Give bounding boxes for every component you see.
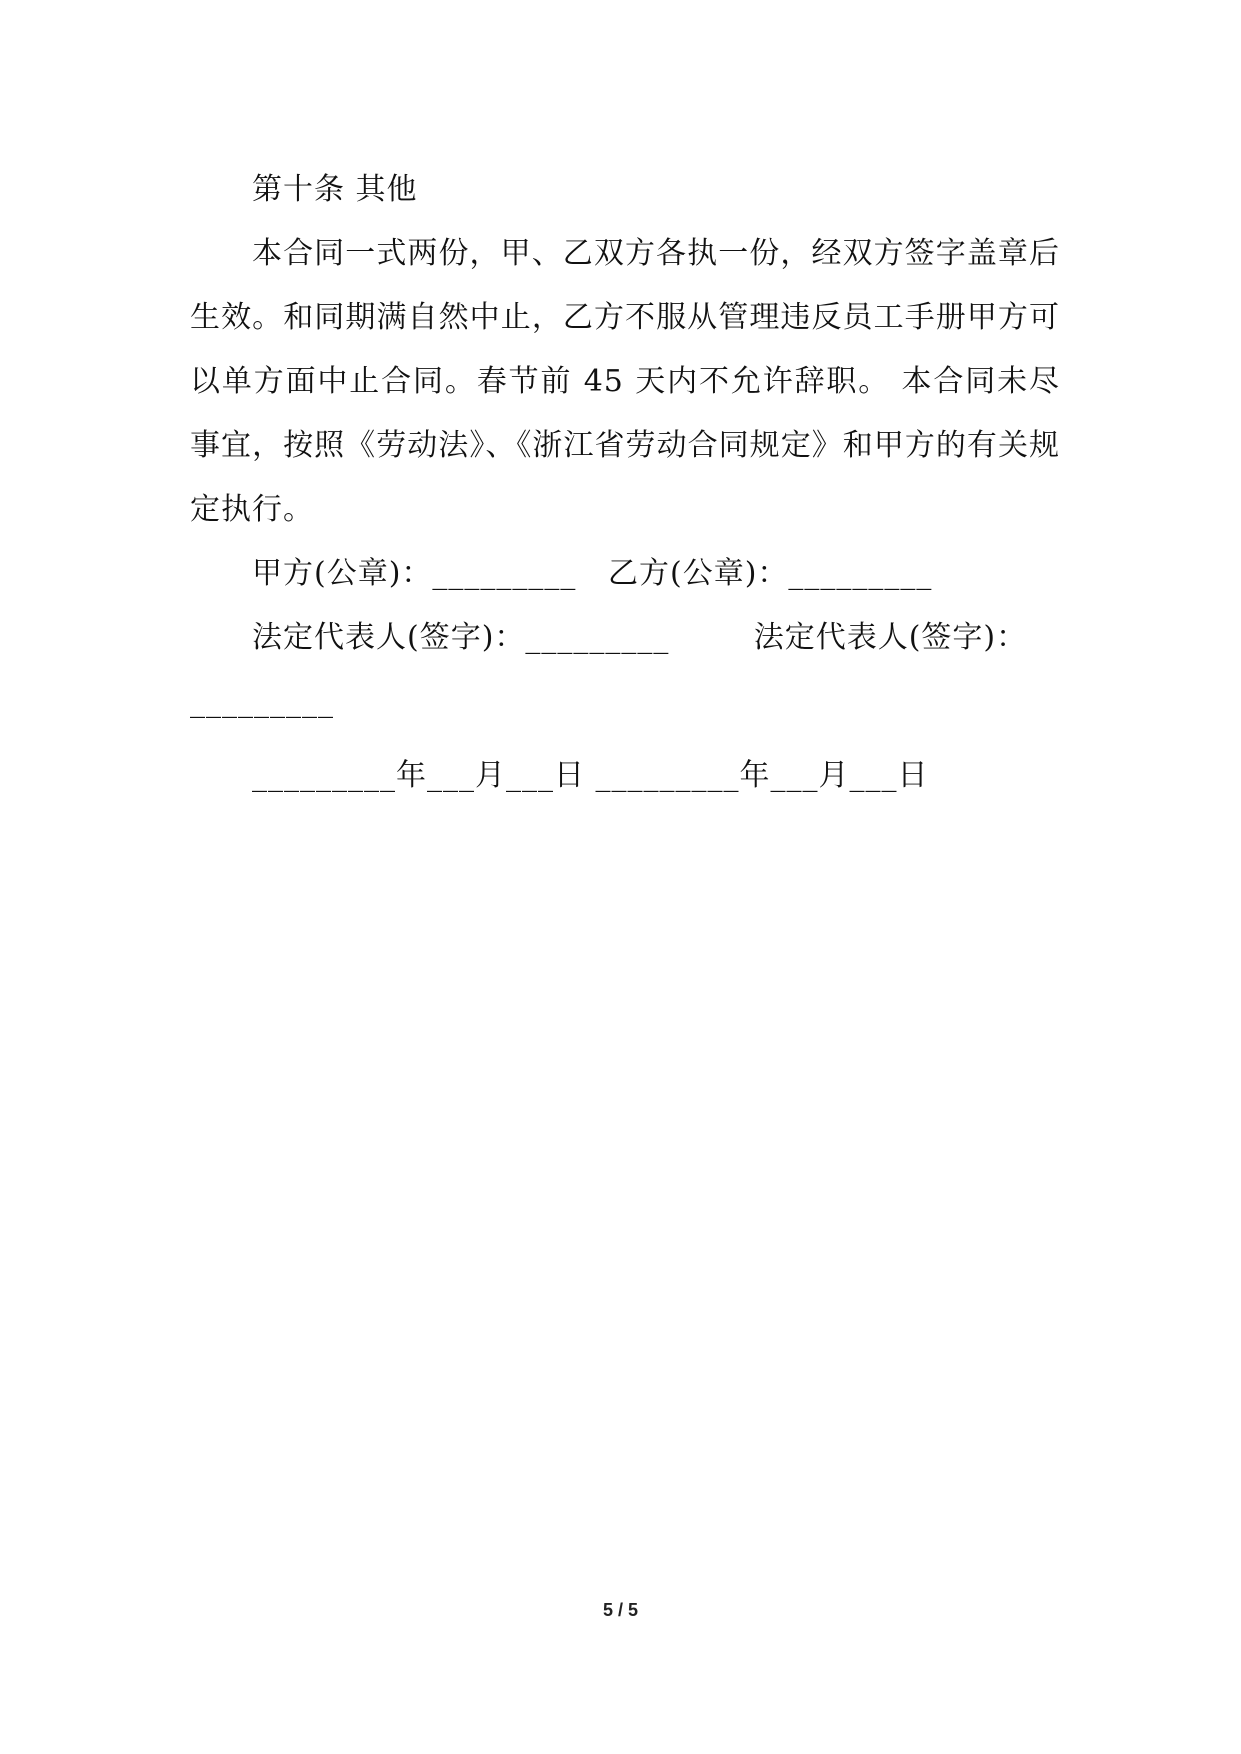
article-paragraph: 本合同一式两份，甲、乙双方各执一份，经双方签字盖章后生效。和同期满自然中止，乙方不服从管理违反员工手册甲方可以单方面中止合同。春节前 45 天内不允许辞职。 本合同未尽事宜，按照《劳动法》、《浙江省劳动合同规定》和甲方的有关规定执行。 [190, 236, 1060, 527]
seal-line: 甲方(公章)：_________ 乙方(公章)：_________ [252, 556, 933, 591]
date-line: _________年___月___日 _________年___月___日 [252, 758, 929, 793]
representative-blank: _________ [190, 684, 334, 719]
page-number: 5 / 5 [602, 1600, 639, 1620]
document-body [190, 158, 1060, 808]
representative-line: 法定代表人(签字)：_________ 法定代表人(签字)： [252, 620, 1028, 655]
article-heading: 第十条 其他 [252, 172, 418, 207]
